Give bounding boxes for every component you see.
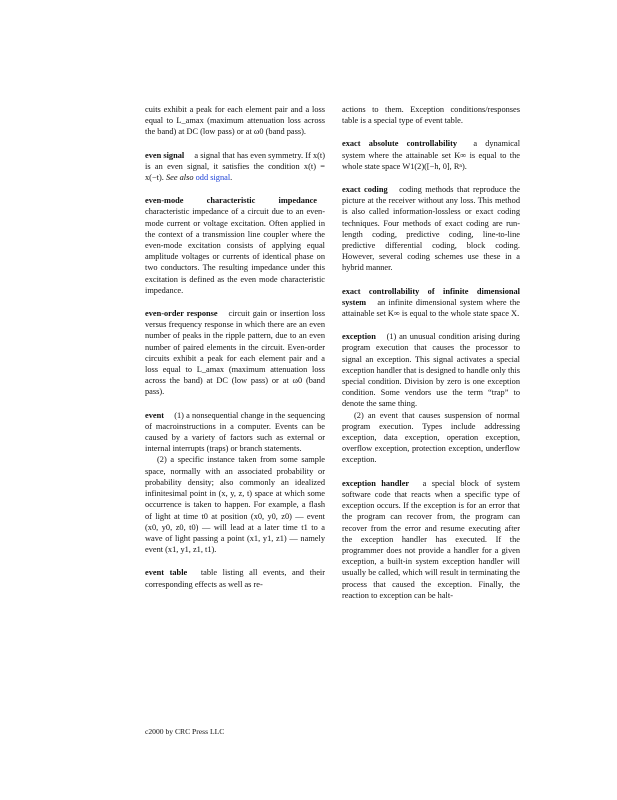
term-exception: exception	[342, 332, 376, 342]
even-signal-paragraph	[145, 150, 325, 184]
even-order-definition: circuit gain or insertion loss versus frequency response in which there are an even number of peaks in the ripple pattern, due to an even number of paired elements in the circuit. Even-order circuits exhibit a peak for each element pair and a loss equal to L_amax (maximum attenuation loss across the band) at DC (low pass) or at ω0 (band pass).	[145, 309, 325, 397]
entry-exact-coding	[342, 184, 520, 274]
entry-exception-handler	[342, 478, 520, 601]
even-mode-definition: characteristic impedance of a circuit due to an even-mode current or voltage excitation. Often applied in the context of a transmission line coupler where the even-mode excitation consists of applying equal amplitude voltages or currents of identical phase on two conductors. The resulting impedance under this excitation is defined as the even mode characteristic impedance.	[145, 207, 325, 295]
continuation-text: cuits exhibit a peak for each element pair and a loss equal to L_amax (maximum attenuation loss across the band) at DC (low pass) or at ω0 (band pass).	[145, 105, 325, 137]
term-exception-handler: exception handler	[342, 478, 410, 488]
term-even-signal: even signal	[145, 150, 185, 160]
event-definition-2: (2) a specific instance taken from some sample space, normally with an associated probability or probability density; also commonly an idealized infinitesimal point in (x, y, z, t) space at which some occurrence is taken to happen. For example, a flash of light at time t0 at position (x0, y0, z0) — event (x0, y0, z0, t0) — will lead at a later time t1 to a wave of light passing a point (x1, y1, z1) — namely event (x1, y1, z1, t1).	[145, 455, 325, 555]
term-event: event	[145, 410, 164, 420]
exception-paragraph-1	[342, 331, 520, 409]
exact-absolute-definition: a dynamical system where the attainable set K∞ is equal to the whole state space W1(2)([−h, 0], Rⁿ).	[342, 139, 521, 171]
odd-signal-link[interactable]: odd signal	[195, 173, 231, 183]
right-column	[342, 104, 520, 613]
exception-definition-2: (2) an event that causes suspension of normal program execution. Types include addressing exception, data exception, operation exception, overflow exception, protection exception, underflow exception.	[342, 410, 520, 465]
even-mode-paragraph	[145, 195, 325, 296]
exception-handler-definition: a special block of system software code that reacts when a specific type of exception occurs. If the exception is for an error that the program can recover from, the program can recover from the error and resume executing after the exception handler has executed. If the programmer does not provide a handler for a given exception, a built-in system exception handler will usually be called, which will result in terminating the process that caused the exception. Finally, the reaction to exception can be halt-	[342, 478, 520, 600]
event-definition-1: (1) a nonsequential change in the sequencing of macroinstructions in a computer. Events can be caused by a variety of factors such as external or internal interrupts (traps) or branch statements.	[145, 410, 325, 454]
exception-handler-paragraph	[342, 478, 520, 601]
see-also-period: .	[230, 173, 233, 183]
term-exact-coding: exact coding	[342, 185, 388, 195]
term-exact-absolute: exact absolute controllability	[342, 139, 458, 149]
term-exact-controllability: exact controllability of infinite dimensional system	[342, 286, 520, 307]
term-even-mode: even-mode characteristic impedance	[145, 196, 317, 206]
left-column	[145, 104, 325, 602]
entry-even-mode	[145, 195, 325, 296]
event-table-definition: table listing all events, and their corresponding effects as well as re-	[145, 568, 325, 589]
entry-exception	[342, 331, 520, 465]
exception-definition-1: (1) an unusual condition arising during program execution that causes the processor to signal an exception. This signal activates a special exception handler that is designed to handle only this special condition. Division by zero is one exception condition. Some vendors use the term “trap” to denote the same thing.	[342, 332, 520, 409]
even-order-paragraph	[145, 308, 325, 398]
entry-continuation	[145, 104, 325, 138]
copyright-footer: c2000 by CRC Press LLC	[145, 727, 225, 736]
entry-even-signal	[145, 150, 325, 184]
exact-coding-definition: coding methods that reproduce the picture at the receiver without any loss. This method is also called information-lossless or exact coding techniques. Four methods of exact coding are run-length coding, predictive coding, line-to-line predictive differential coding, block coding. However, several coding schemes use these in a hybrid manner.	[342, 185, 520, 273]
event-table-paragraph	[145, 567, 325, 589]
entry-event	[145, 410, 325, 556]
continuation-right-text: actions to them. Exception conditions/responses table is a special type of event table.	[342, 105, 520, 126]
entry-event-table	[145, 567, 325, 589]
exact-controllability-definition: an infinite dimensional system where the attainable set K∞ is equal to the whole state space X.	[342, 297, 520, 319]
exact-absolute-paragraph	[342, 138, 520, 172]
exact-controllability-paragraph	[342, 286, 520, 320]
see-also-label: See also	[165, 173, 194, 183]
term-even-order: even-order response	[145, 309, 218, 319]
even-signal-definition: a signal that has even symmetry. If x(t) is an even signal, it satisfies the condition x(t) = x(−t).	[145, 150, 325, 183]
event-paragraph-1	[145, 410, 325, 455]
exact-coding-paragraph	[342, 184, 520, 274]
entry-exact-controllability	[342, 286, 520, 320]
entry-continuation-right	[342, 104, 520, 126]
term-event-table: event table	[145, 568, 188, 578]
entry-exact-absolute	[342, 138, 520, 172]
entry-even-order	[145, 308, 325, 398]
